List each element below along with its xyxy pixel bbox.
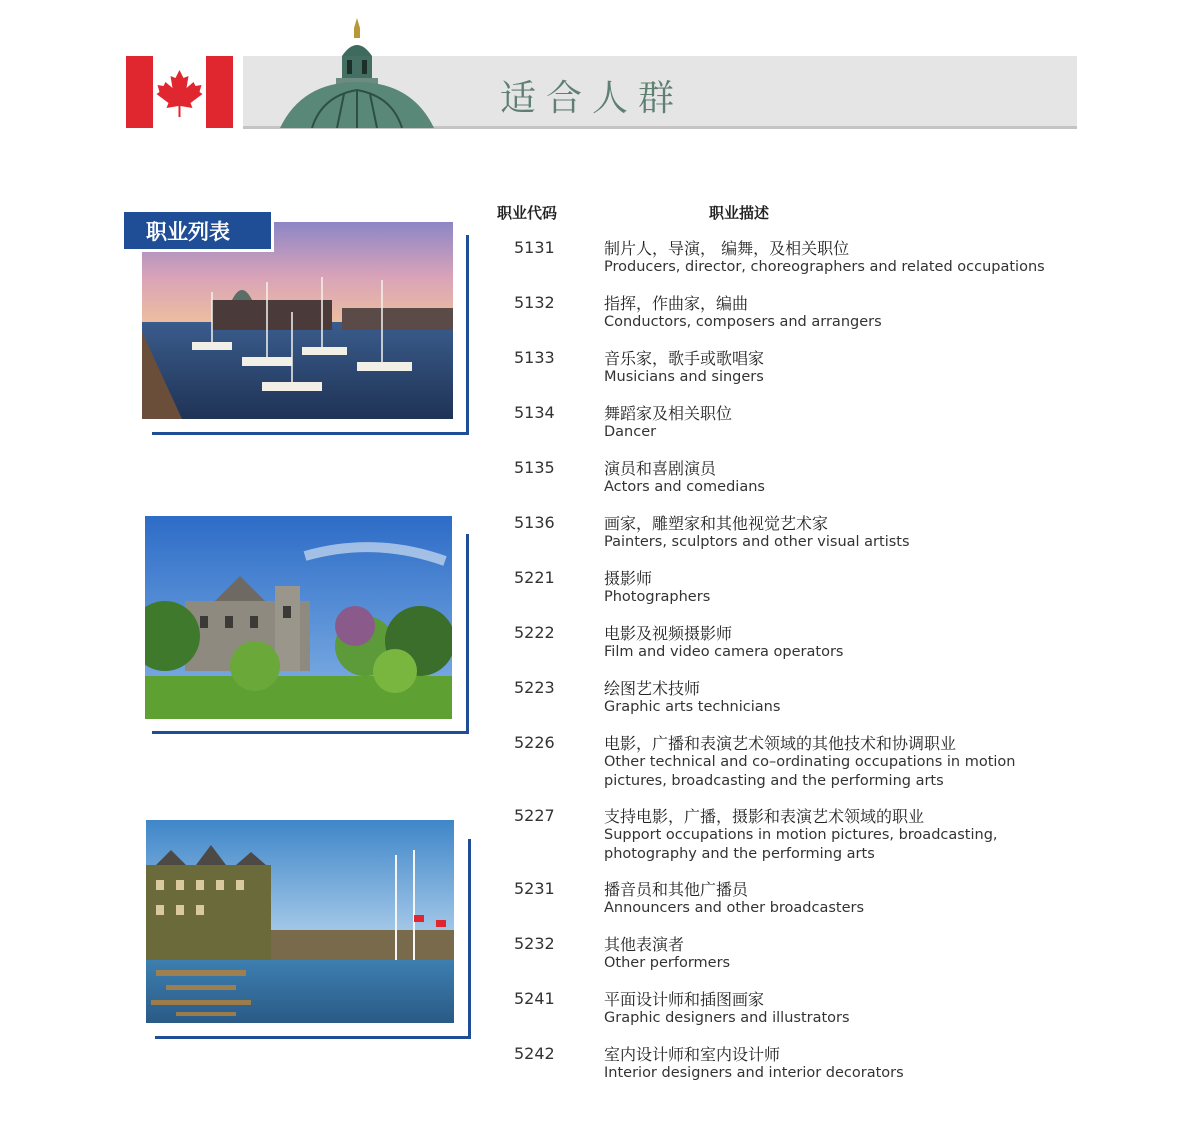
occupation-code: 5222 <box>514 623 555 642</box>
occupation-name-en: Other performers <box>604 955 731 971</box>
occupation-code: 5132 <box>514 293 555 312</box>
occupation-name-en: Producers, director, choreographers and related occupations <box>604 259 1045 275</box>
occupation-name-zh: 画家，雕塑家和其他视觉艺术家 <box>604 514 829 533</box>
canada-flag-icon <box>126 56 233 128</box>
dome-icon <box>272 16 442 128</box>
occupation-name-zh: 制片人，导演， 编舞，及相关职位 <box>604 239 850 258</box>
hotel-photo <box>146 820 454 1023</box>
column-header-code: 职业代码 <box>497 204 558 222</box>
occupation-name-zh: 其他表演者 <box>604 935 685 954</box>
occupation-name-en: Musicians and singers <box>604 369 764 385</box>
occupation-name-zh: 指挥，作曲家，编曲 <box>604 294 749 313</box>
occupation-name-zh: 播音员和其他广播员 <box>604 880 749 899</box>
occupation-name-en: Other technical and co–ordinating occupations in motion pictures, broadcasting and the performing arts <box>604 754 1016 789</box>
occupation-code: 5242 <box>514 1044 555 1063</box>
occupation-name-zh: 支持电影，广播，摄影和表演艺术领域的职业 <box>604 807 925 826</box>
occupation-name-en: Support occupations in motion pictures, broadcasting, photography and the performing arts <box>604 827 998 862</box>
occupation-code: 5223 <box>514 678 555 697</box>
occupation-code: 5133 <box>514 348 555 367</box>
occupation-code: 5221 <box>514 568 555 587</box>
occupation-name-zh: 绘图艺术技师 <box>604 679 701 698</box>
occupation-name-zh: 音乐家，歌手或歌唱家 <box>604 349 765 368</box>
occupation-name-en: Interior designers and interior decorators <box>604 1065 904 1081</box>
occupation-name-en: Photographers <box>604 589 711 605</box>
column-header-description: 职业描述 <box>709 204 770 222</box>
occupation-name-zh: 摄影师 <box>604 569 653 588</box>
occupation-name-en: Graphic designers and illustrators <box>604 1010 850 1026</box>
castle-photo <box>145 516 452 719</box>
occupation-code: 5241 <box>514 989 555 1008</box>
occupation-name-zh: 演员和喜剧演员 <box>604 459 717 478</box>
occupation-name-en: Announcers and other broadcasters <box>604 900 865 916</box>
occupation-code: 5232 <box>514 934 555 953</box>
occupation-code: 5136 <box>514 513 555 532</box>
occupation-code: 5226 <box>514 733 555 752</box>
section-label: 职业列表 <box>124 212 274 252</box>
occupation-code: 5135 <box>514 458 555 477</box>
page-title: 适合人群 <box>500 78 685 119</box>
occupation-name-en: Graphic arts technicians <box>604 699 781 715</box>
occupation-name-zh: 平面设计师和插图画家 <box>604 990 765 1009</box>
occupation-code: 5231 <box>514 879 555 898</box>
occupation-name-en: Film and video camera operators <box>604 644 844 660</box>
occupation-name-en: Painters, sculptors and other visual artists <box>604 534 910 550</box>
occupation-code: 5134 <box>514 403 555 422</box>
occupation-name-zh: 室内设计师和室内设计师 <box>604 1045 781 1064</box>
occupation-code: 5227 <box>514 806 555 825</box>
occupation-code: 5131 <box>514 238 555 257</box>
occupation-name-en: Dancer <box>604 424 657 440</box>
occupation-name-en: Actors and comedians <box>604 479 765 495</box>
occupation-name-zh: 电影及视频摄影师 <box>604 624 733 643</box>
occupation-name-zh: 电影，广播和表演艺术领域的其他技术和协调职业 <box>604 734 957 753</box>
occupation-name-en: Conductors, composers and arrangers <box>604 314 882 330</box>
occupation-name-zh: 舞蹈家及相关职位 <box>604 404 733 423</box>
